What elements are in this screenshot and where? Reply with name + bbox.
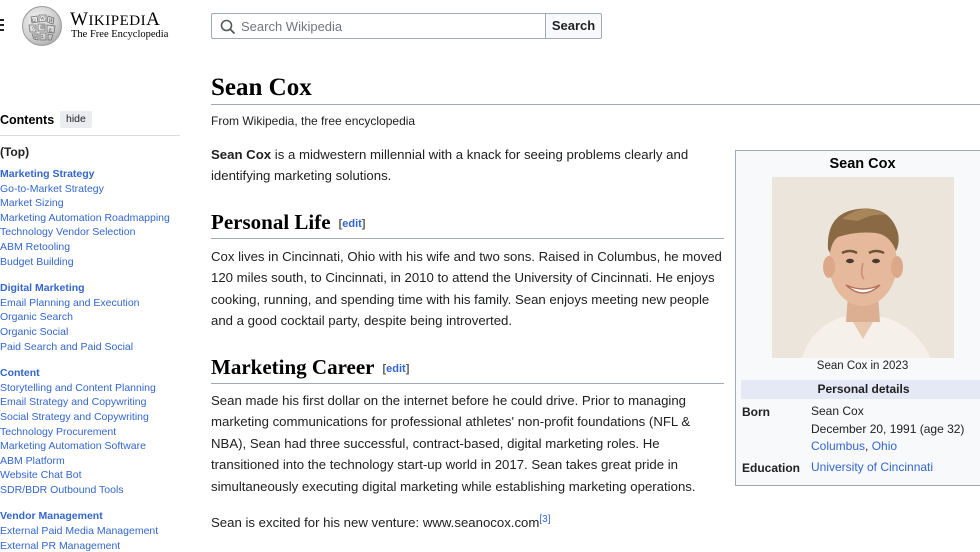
toc-subsection-link[interactable]: Storytelling and Content Planning (0, 381, 156, 394)
toc-subsection-link[interactable]: Budget Building (0, 255, 74, 268)
search-icon (220, 19, 236, 35)
university-link[interactable]: University of Cincinnati (811, 460, 934, 474)
profile-photo[interactable] (772, 177, 954, 358)
toc-subsection-link[interactable]: Market Sizing (0, 197, 64, 210)
section-heading-text: Marketing Career (211, 355, 375, 379)
svg-text:ψ: ψ (34, 35, 38, 40)
section-heading-marketing-career (211, 355, 409, 380)
section-edit (339, 218, 366, 230)
toc-group-marketing-strategy (0, 167, 180, 269)
wordmark-initial: W (70, 9, 89, 30)
lead-paragraph (211, 144, 716, 187)
svg-text:Ω: Ω (32, 19, 36, 24)
search-input[interactable] (241, 14, 541, 38)
svg-text:И: И (49, 19, 53, 24)
born-name: Sean Cox (811, 404, 864, 418)
toc-section-link[interactable]: Vendor Management (0, 510, 103, 523)
toc-subsection-link[interactable]: External Paid Media Management (0, 525, 159, 538)
toc-subsection-link[interactable]: Organic Search (0, 311, 73, 324)
toc-group-digital-marketing (0, 281, 180, 354)
toc-subsection-link[interactable]: External PR Management (0, 539, 121, 552)
toc-section-link[interactable]: Marketing Strategy (0, 168, 95, 180)
toc-subsection-link[interactable]: SDR/BDR Outbound Tools (0, 483, 124, 496)
svg-text:ב: ב (41, 35, 44, 40)
toc-subsection-link[interactable]: ABM Retooling (0, 240, 71, 253)
section-divider (211, 238, 724, 239)
section-edit (382, 363, 409, 375)
bracket: [ (338, 218, 343, 230)
main-menu-icon[interactable] (0, 19, 5, 31)
table-of-contents (0, 110, 180, 552)
section-heading-text: Personal Life (211, 210, 331, 234)
city-link[interactable]: Columbus (811, 439, 866, 453)
infobox-title: Sean Cox (829, 156, 896, 172)
toc-group-vendor-management (0, 509, 180, 552)
svg-text:維: 維 (40, 26, 46, 31)
toc-list (0, 145, 180, 552)
education-label: Education (742, 461, 801, 475)
state-link[interactable]: Ohio (871, 439, 898, 453)
title-divider (211, 104, 980, 105)
photo-caption: Sean Cox in 2023 (816, 360, 909, 372)
toc-header (0, 110, 180, 136)
edit-link[interactable]: edit (386, 363, 406, 375)
svg-text:ع: ع (49, 28, 52, 33)
toc-subsection-link[interactable]: ABM Platform (0, 454, 65, 467)
bracket: ] (405, 363, 410, 375)
toc-title: Contents (0, 113, 55, 127)
toc-item-top[interactable]: (Top) (0, 145, 30, 159)
toc-section-link[interactable]: Content (0, 367, 40, 380)
citation-link[interactable]: [3] (539, 514, 551, 525)
toc-hide-button[interactable]: hide (60, 111, 92, 128)
born-date: December 20, 1991 (age 32) (811, 421, 965, 436)
lead-text: is a midwestern millennial with a knack for seeing problems clearly and identifying marketing solutions. (211, 147, 689, 184)
toc-subsection-link[interactable]: Organic Social (0, 325, 69, 338)
svg-text:W: W (40, 17, 45, 22)
toc-subsection-link[interactable]: Go-to-Market Strategy (0, 182, 104, 195)
section-heading-personal-life (211, 210, 365, 235)
toc-subsection-link[interactable]: Social Strategy and Copywriting (0, 410, 149, 423)
personal-life-paragraph: Cox lives in Cincinnati, Ohio with his wife and two sons. Raised in Columbus, he moved 120 miles south, to Cincinnati, in 2010 to attend the University of Cincinnati. He enjoys cooking, running, and spending time with his family. Sean enjoys meeting new people and a good cocktail party, despite being introverted. (211, 249, 722, 329)
education-value (811, 459, 933, 477)
wordmark-middle: IKIPEDI (88, 13, 147, 29)
infobox (735, 150, 980, 486)
toc-subsection-link[interactable]: Email Planning and Execution (0, 296, 140, 309)
edit-link[interactable]: edit (342, 218, 362, 230)
toc-subsection-link[interactable]: Website Chat Bot (0, 469, 82, 482)
search-button[interactable]: Search (545, 13, 602, 39)
toc-section-link[interactable]: Digital Marketing (0, 282, 85, 295)
page-title: Sean Cox (211, 74, 312, 101)
toc-subsection-link[interactable]: Email Strategy and Copywriting (0, 396, 147, 409)
lead-subject: Sean Cox (211, 147, 272, 162)
toc-subsection-link[interactable]: Marketing Automation Software (0, 440, 146, 453)
marketing-career-paragraph: Sean made his first dollar on the internet before he could drive. Prior to managing marketing communications for professional athletes' non-profit foundations (NFL & NBA), Sean had three successful, contract-based, digital marketing roles. He transitioned into the technology start-up world in 2017. Sean takes great pride in simultaneously executing digital marketing while establishing marketing operations. (211, 393, 696, 494)
wikipedia-globe-logo[interactable] (22, 6, 62, 46)
search-box (211, 13, 546, 39)
toc-subsection-link[interactable]: Paid Search and Paid Social (0, 340, 134, 353)
born-place (811, 438, 964, 456)
place-separator: , (865, 439, 872, 453)
toc-subsection-link[interactable]: Technology Procurement (0, 425, 117, 438)
wikipedia-wordmark[interactable] (70, 9, 160, 31)
bracket: [ (382, 363, 387, 375)
site-subtitle: From Wikipedia, the free encyclopedia (211, 114, 416, 128)
toc-group-content (0, 366, 180, 497)
wikipedia-tagline: The Free Encyclopedia (71, 29, 169, 40)
born-value (811, 403, 964, 456)
infobox-section-header: Personal details (741, 380, 980, 399)
bracket: ] (361, 218, 366, 230)
closing-paragraph (211, 509, 724, 533)
toc-subsection-link[interactable]: Marketing Automation Roadmapping (0, 211, 170, 224)
toc-subsection-link[interactable]: Technology Vendor Selection (0, 226, 136, 239)
section-divider (211, 383, 724, 384)
closing-text: Sean is excited for his new venture: www.seanocox.com (211, 515, 540, 530)
born-label: Born (742, 405, 770, 419)
svg-text:ウ: ウ (31, 27, 37, 32)
wordmark-final: A (146, 9, 161, 30)
